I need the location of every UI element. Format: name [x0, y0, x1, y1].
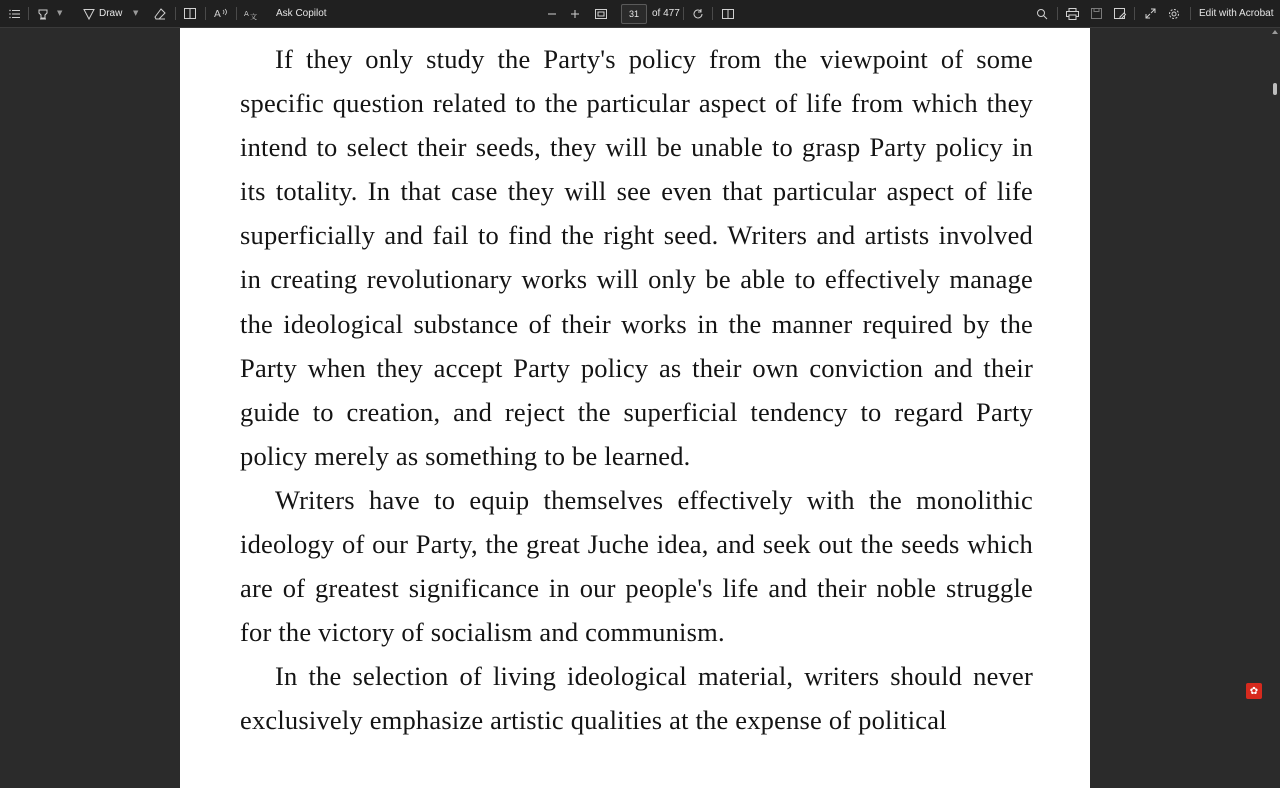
two-page-icon — [722, 9, 734, 19]
pdf-page — [180, 28, 1090, 788]
translate-button[interactable] — [241, 0, 261, 27]
svg-text:A: A — [244, 9, 249, 18]
highlight-button[interactable] — [34, 0, 52, 27]
toolbar-divider — [205, 7, 206, 20]
gear-icon — [1168, 8, 1180, 20]
chevron-down-icon[interactable]: ▼ — [133, 9, 139, 17]
toolbar-divider — [175, 7, 176, 20]
toolbar-divider — [1057, 7, 1058, 20]
draw-pen-button[interactable] — [80, 0, 98, 27]
page-count-label: of 477 — [652, 8, 680, 19]
pen-icon — [83, 8, 95, 20]
expand-icon — [1145, 8, 1156, 19]
edit-with-acrobat-button[interactable]: Edit with Acrobat — [1199, 8, 1274, 19]
paragraph: In the selection of living ideological material, writers should never exclusively emphasize artistic qualities at the expense of political — [240, 661, 1033, 736]
read-aloud-button[interactable] — [211, 0, 231, 27]
svg-text:A: A — [214, 9, 221, 20]
print-button[interactable] — [1063, 0, 1081, 27]
save-as-icon — [1114, 8, 1126, 20]
page-view-icon — [184, 8, 196, 19]
toolbar-divider — [712, 7, 713, 20]
rotate-button[interactable] — [689, 0, 707, 27]
read-aloud-icon — [214, 8, 228, 19]
scroll-up-arrow-icon[interactable] — [1272, 30, 1278, 34]
document-viewport[interactable] — [0, 28, 1280, 736]
zoom-in-button[interactable] — [567, 0, 583, 27]
print-icon — [1066, 8, 1079, 20]
highlighter-icon — [37, 8, 49, 20]
page-view-button[interactable] — [181, 0, 199, 27]
two-page-button[interactable] — [719, 0, 737, 27]
toolbar-divider — [1134, 7, 1135, 20]
minus-icon — [547, 9, 557, 19]
paragraph: If they only study the Party's policy from the viewpoint of some specific question related to the particular aspect of life from which they intend to select their seeds, they will be unable to grasp Party policy in its totality. In that case they will see even that particular aspect of life superficially and fail to find the right seed. Writers and artists involved in creating revolutionary works will only be able to effectively manage the ideological substance of their works in the manner required by the Party when they accept Party policy as their own conviction and their guide to creation, and reject the superficial tendency to regard Party policy merely as something to be learned. — [240, 44, 1033, 471]
contents-button[interactable] — [6, 0, 24, 27]
toolbar-divider — [1190, 7, 1191, 20]
scrollbar-thumb[interactable] — [1273, 83, 1277, 95]
toolbar-divider — [683, 7, 684, 20]
settings-button[interactable] — [1165, 0, 1183, 27]
search-icon — [1036, 8, 1048, 20]
eraser-icon — [154, 8, 166, 20]
fit-page-button[interactable] — [592, 0, 610, 27]
page-text — [240, 37, 1033, 743]
svg-text:文: 文 — [250, 12, 257, 21]
rotate-icon — [692, 8, 704, 20]
translate-icon — [244, 8, 258, 20]
page-number-input[interactable]: 31 — [621, 4, 647, 24]
fit-page-icon — [595, 9, 607, 19]
erase-button[interactable] — [151, 0, 169, 27]
list-icon — [9, 9, 21, 19]
zoom-out-button[interactable] — [544, 0, 560, 27]
vertical-scrollbar[interactable] — [1270, 28, 1280, 720]
paragraph: Writers have to equip themselves effectively with the monolithic ideology of our Party, the great Juche idea, and seek out the seeds which are of greatest significance in our people's life and their noble struggle for the victory of socialism and communism. — [240, 484, 1033, 648]
acrobat-icon[interactable]: ✿ — [1246, 683, 1262, 699]
search-button[interactable] — [1033, 0, 1051, 27]
toolbar-divider — [28, 7, 29, 20]
plus-icon — [570, 9, 580, 19]
fullscreen-button[interactable] — [1141, 0, 1159, 27]
chevron-down-icon[interactable]: ▼ — [57, 9, 63, 17]
draw-label[interactable]: Draw — [99, 8, 123, 19]
toolbar-divider — [236, 7, 237, 20]
save-icon — [1091, 8, 1102, 19]
ask-copilot-button[interactable]: Ask Copilot — [276, 8, 327, 19]
pdf-toolbar — [0, 0, 1280, 28]
save-button[interactable] — [1087, 0, 1105, 27]
save-as-button[interactable] — [1111, 0, 1129, 27]
